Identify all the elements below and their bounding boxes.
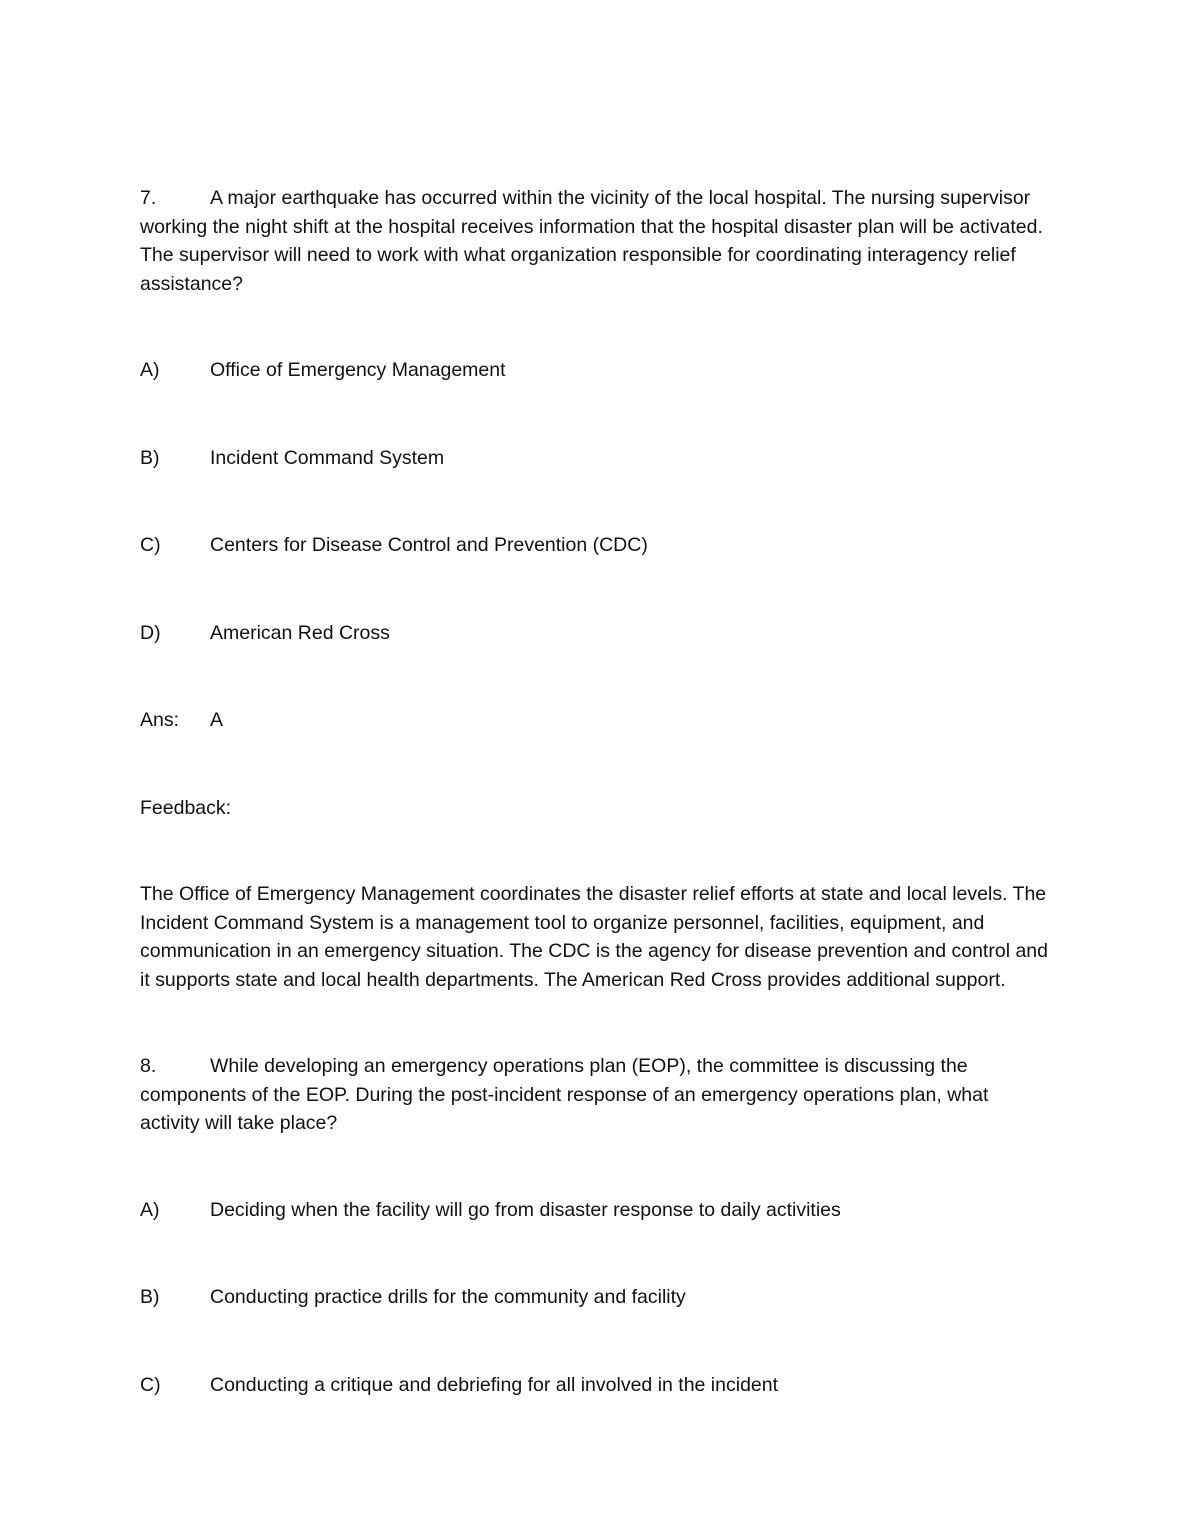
question-8-option-b <box>140 1283 1052 1312</box>
option-label: A) <box>140 1198 160 1221</box>
option-label: A) <box>140 359 160 381</box>
question-7-text: A major earthquake has occurred within the vicinity of the local hospital. The nursing supervisor working the night shift at the hospital receives information that the hospital disaster plan will be activated. The supervisor will need to work with what organization responsible for coordinating interagency relief assistance? <box>140 187 1043 295</box>
question-7-option-b <box>140 444 1052 473</box>
option-text: Deciding when the facility will go from disaster response to daily activities <box>210 1198 841 1221</box>
option-text: Conducting practice drills for the community and facility <box>210 1286 686 1308</box>
question-7-option-a <box>140 356 1052 385</box>
question-7-answer <box>140 706 1052 735</box>
document-page <box>140 184 1052 1399</box>
question-7-feedback-text: The Office of Emergency Management coordinates the disaster relief efforts at state and local levels. The Incident Command System is a management tool to organize personnel, facilities, equipment, and communication in an emergency situation. The CDC is the agency for disease prevention and control and it supports state and local health departments. The American Red Cross provides additional support. <box>140 883 1048 991</box>
question-8-option-a <box>140 1196 1052 1225</box>
question-8-option-c <box>140 1371 1052 1400</box>
option-text: Centers for Disease Control and Prevention (CDC) <box>210 534 648 556</box>
option-text: Incident Command System <box>210 446 445 469</box>
option-label: B) <box>140 1286 160 1308</box>
question-7-feedback-label: Feedback: <box>140 796 232 819</box>
option-text: Conducting a critique and debriefing for all involved in the incident <box>210 1373 779 1396</box>
option-text: American Red Cross <box>210 621 390 644</box>
option-label: B) <box>140 446 160 469</box>
question-7-option-d <box>140 619 1052 648</box>
option-label: C) <box>140 534 161 556</box>
question-8-text: While developing an emergency operations plan (EOP), the committee is discussing the components of the EOP. During the post-incident response of an emergency operations plan, what activity will take place? <box>140 1055 989 1134</box>
answer-value: A <box>210 709 224 731</box>
question-7-option-c <box>140 531 1052 560</box>
option-text: Office of Emergency Management <box>210 359 506 381</box>
question-7-stem <box>140 184 1052 298</box>
option-label: D) <box>140 621 161 644</box>
question-7-number: 7. <box>140 187 157 209</box>
option-label: C) <box>140 1373 161 1396</box>
question-8-stem <box>140 1052 1052 1138</box>
question-8-number: 8. <box>140 1055 157 1077</box>
answer-label: Ans: <box>140 709 180 731</box>
